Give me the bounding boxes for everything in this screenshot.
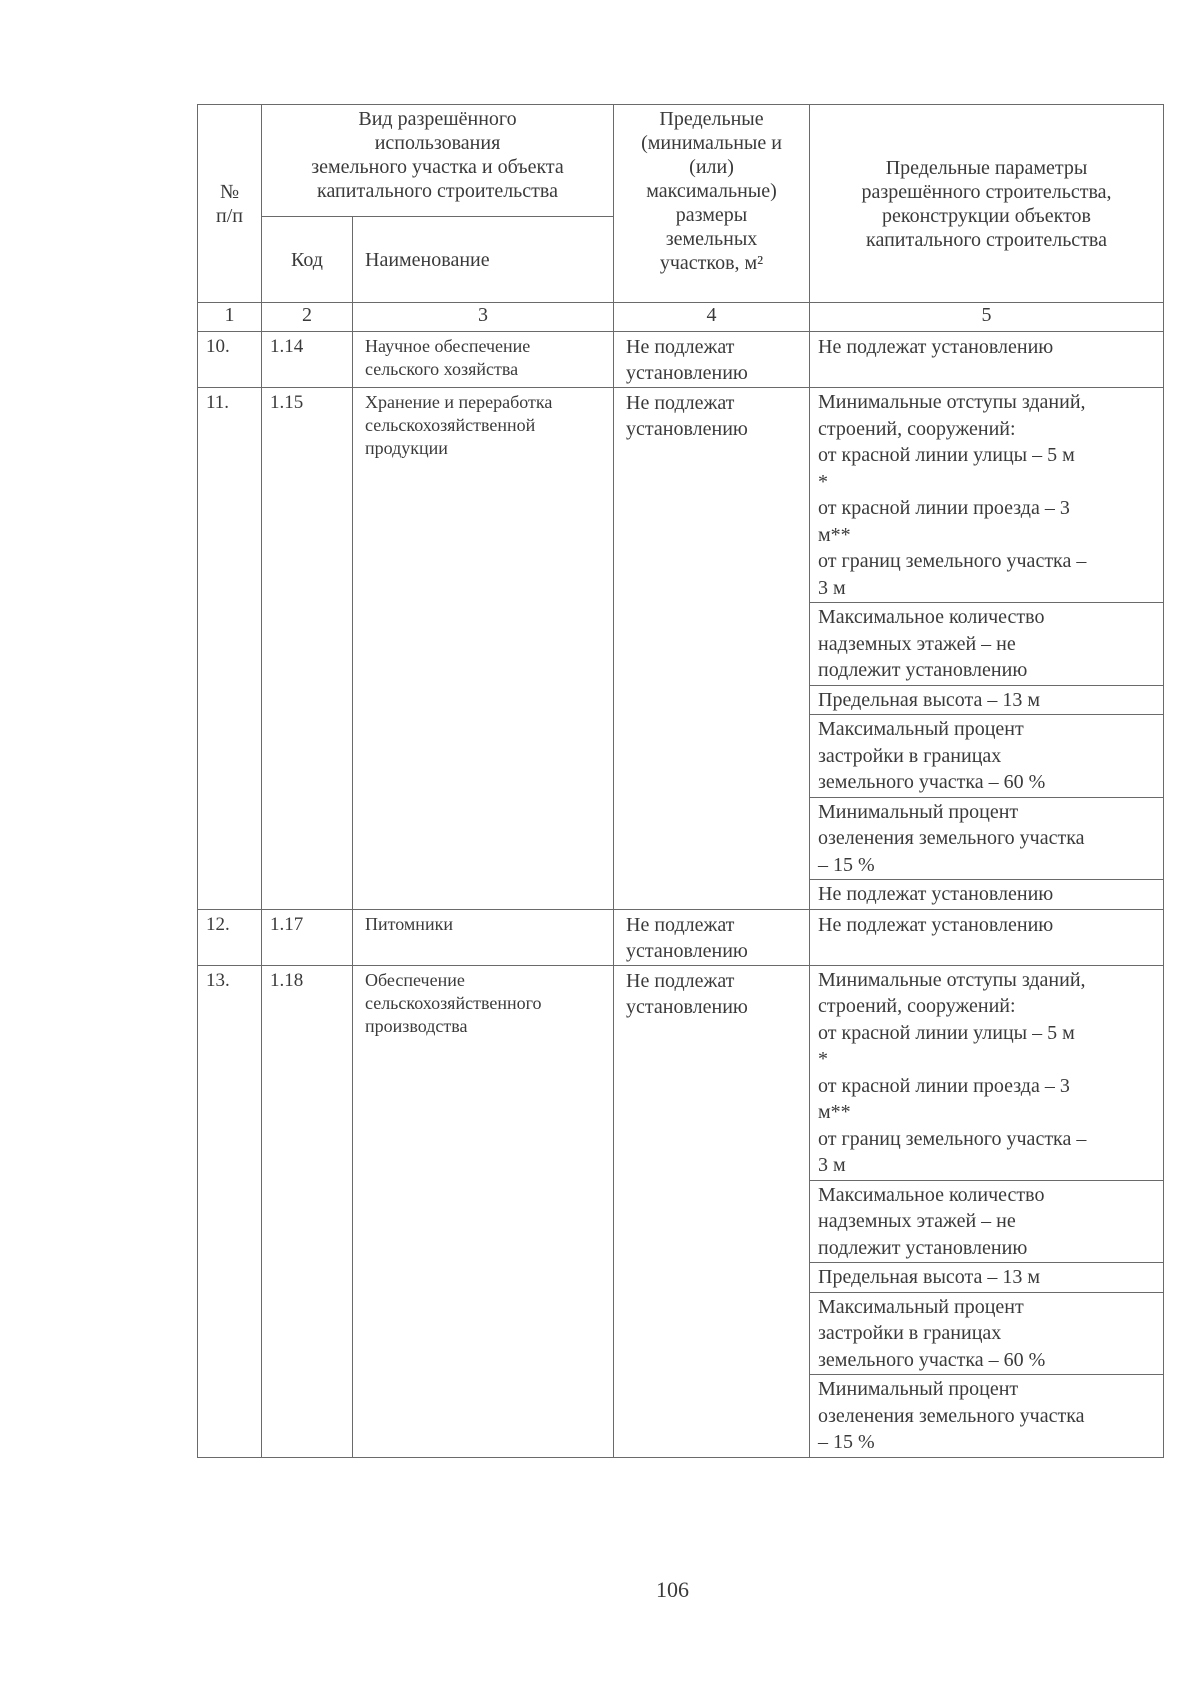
row-code: 1.18 xyxy=(262,965,353,1457)
header-name: Наименование xyxy=(353,217,614,303)
param-setbacks: Минимальные отступы зданий, строений, сооружений: от красной линии улицы – 5 м * от красной линии проезда – 3 м** от границ земельного участка – 3 м xyxy=(810,388,1163,603)
header-sizes: Предельные (минимальные и (или) максимальные) размеры земельных участков, м² xyxy=(614,105,810,303)
row-code: 1.17 xyxy=(262,909,353,965)
param-floors: Максимальное количество надземных этажей – не подлежит установлению xyxy=(810,1181,1163,1264)
row-name: Питомники xyxy=(353,909,614,965)
param-greenery: Минимальный процент озеленения земельного участка – 15 % xyxy=(810,798,1163,881)
row-sizes: Не подлежат установлению xyxy=(614,388,810,910)
param-other: Не подлежат установлению xyxy=(818,883,1054,905)
param-setbacks: Минимальные отступы зданий, строений, сооружений: от красной линии улицы – 5 м * от красной линии проезда – 3 м** от границ земельного участка – 3 м xyxy=(810,966,1163,1181)
param-coverage: Максимальный процент застройки в границах земельного участка – 60 % xyxy=(810,1293,1163,1376)
row-name: Научное обеспечение сельского хозяйства xyxy=(353,332,614,388)
param-height: Предельная высота – 13 м xyxy=(810,686,1163,716)
row-params xyxy=(810,388,1164,910)
row-sizes: Не подлежат установлению xyxy=(614,909,810,965)
row-params: Не подлежат установлению xyxy=(810,909,1164,965)
row-sizes: Не подлежат установлению xyxy=(614,332,810,388)
table-row xyxy=(198,332,1164,388)
column-number: 3 xyxy=(353,303,614,332)
row-number: 12. xyxy=(198,909,262,965)
row-code: 1.15 xyxy=(262,388,353,910)
regulations-table xyxy=(197,104,1164,1458)
row-number: 11. xyxy=(198,388,262,910)
row-name: Обеспечение сельскохозяйственного производства xyxy=(353,965,614,1457)
param-height: Предельная высота – 13 м xyxy=(810,1263,1163,1293)
row-sizes: Не подлежат установлению xyxy=(614,965,810,1457)
header-params: Предельные параметры разрешённого строительства, реконструкции объектов капитального строительства xyxy=(810,105,1164,303)
param-floors: Максимальное количество надземных этажей – не подлежит установлению xyxy=(810,603,1163,686)
header-vid: Вид разрешённого использования земельного участка и объекта капитального строительства xyxy=(262,105,614,217)
column-number: 1 xyxy=(198,303,262,332)
row-params: Не подлежат установлению xyxy=(810,332,1164,388)
param-coverage: Максимальный процент застройки в границах земельного участка – 60 % xyxy=(810,715,1163,798)
table-row xyxy=(198,388,1164,910)
header-code: Код xyxy=(262,217,353,303)
row-name: Хранение и переработка сельскохозяйственной продукции xyxy=(353,388,614,910)
column-number: 4 xyxy=(614,303,810,332)
row-params xyxy=(810,965,1164,1457)
column-number: 2 xyxy=(262,303,353,332)
column-numbers-row xyxy=(198,303,1164,332)
row-number: 10. xyxy=(198,332,262,388)
param-greenery: Минимальный процент озеленения земельного участка – 15 % xyxy=(818,1378,1085,1453)
table-row xyxy=(198,965,1164,1457)
table-row xyxy=(198,909,1164,965)
header-num: № п/п xyxy=(198,105,262,303)
column-number: 5 xyxy=(810,303,1164,332)
page-number: 106 xyxy=(656,1577,689,1602)
row-number: 13. xyxy=(198,965,262,1457)
row-code: 1.14 xyxy=(262,332,353,388)
